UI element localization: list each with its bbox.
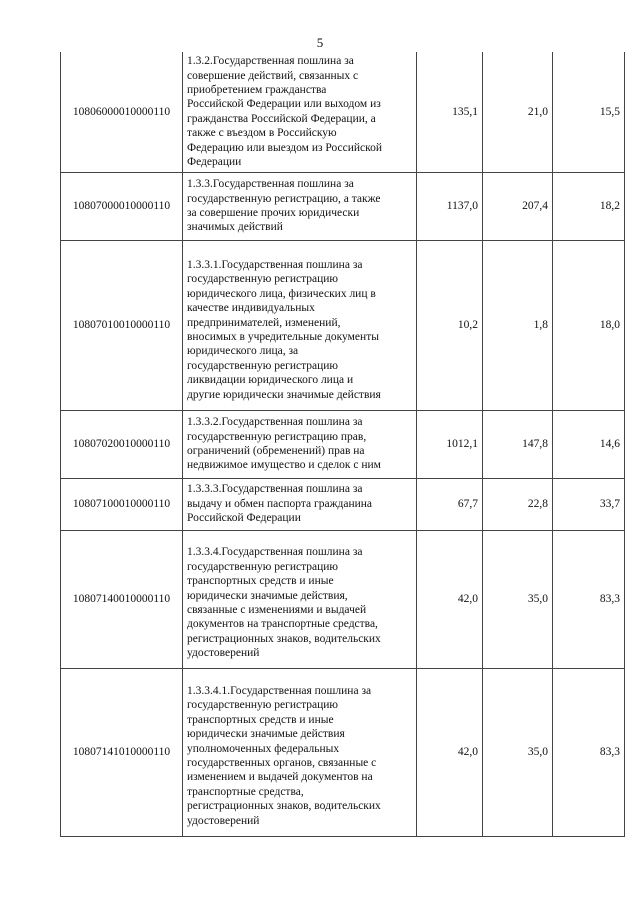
table-row [61,240,625,410]
row-description: 1.3.2.Государственная пошлина за совершение действий, связанных с приобретением гражданства Российской Федерации или выходом из гражданства Российской Федерации, а также с въездом в Российскую Федерацию или выездом из Российской Федерации [183,52,417,172]
row-value-1: 10,2 [417,240,483,410]
row-value-2: 1,8 [483,240,553,410]
row-value-3: 33,7 [553,478,625,530]
row-code: 10807010010000110 [61,240,183,410]
row-value-3: 18,0 [553,240,625,410]
row-value-3: 18,2 [553,172,625,240]
row-value-2: 22,8 [483,478,553,530]
row-value-1: 1137,0 [417,172,483,240]
row-description: 1.3.3.3.Государственная пошлина за выдачу и обмен паспорта гражданина Российской Федерации [183,478,417,530]
row-code: 10807141010000110 [61,668,183,836]
page-number: 5 [316,35,324,50]
row-value-1: 42,0 [417,530,483,668]
table-row [61,478,625,530]
row-value-2: 21,0 [483,52,553,172]
table-row [61,410,625,478]
row-value-3: 15,5 [553,52,625,172]
table-row [61,668,625,836]
row-code: 10807100010000110 [61,478,183,530]
table-row [61,52,625,172]
table-row [61,530,625,668]
row-value-3: 83,3 [553,668,625,836]
row-value-1: 1012,1 [417,410,483,478]
row-description: 1.3.3.1.Государственная пошлина за государственную регистрацию юридического лица, физических лиц в качестве индивидуальных предпринимателей, изменений, вносимых в учредительные документы юридического лица, за государственную регистрацию ликвидации юридического лица и другие юридически значимые действия [183,240,417,410]
row-value-2: 35,0 [483,530,553,668]
row-code: 10807020010000110 [61,410,183,478]
table-row [61,172,625,240]
row-code: 10807000010000110 [61,172,183,240]
row-value-2: 35,0 [483,668,553,836]
row-value-2: 147,8 [483,410,553,478]
row-description: 1.3.3.4.Государственная пошлина за государственную регистрацию транспортных средств и иные юридически значимые действия, связанные с изменениями и выдачей документов на транспортные средства, регистрационных знаков, водительских удостоверений [183,530,417,668]
row-value-3: 83,3 [553,530,625,668]
row-description: 1.3.3.Государственная пошлина за государственную регистрацию, а также за совершение прочих юридически значимых действий [183,172,417,240]
row-value-1: 42,0 [417,668,483,836]
row-value-3: 14,6 [553,410,625,478]
row-code: 10807140010000110 [61,530,183,668]
row-description: 1.3.3.4.1.Государственная пошлина за государственную регистрацию транспортных средств и иные юридически значимые действия уполномоченных федеральных государственных органов, связанные с изменением и выдачей документов на транспортные средства, регистрационных знаков, водительских удостоверений [183,668,417,836]
row-code: 10806000010000110 [61,52,183,172]
row-value-1: 67,7 [417,478,483,530]
row-value-2: 207,4 [483,172,553,240]
revenue-table [60,52,625,837]
row-value-1: 135,1 [417,52,483,172]
row-description: 1.3.3.2.Государственная пошлина за государственную регистрацию прав, ограничений (обременений) прав на недвижимое имущество и сделок с ним [183,410,417,478]
